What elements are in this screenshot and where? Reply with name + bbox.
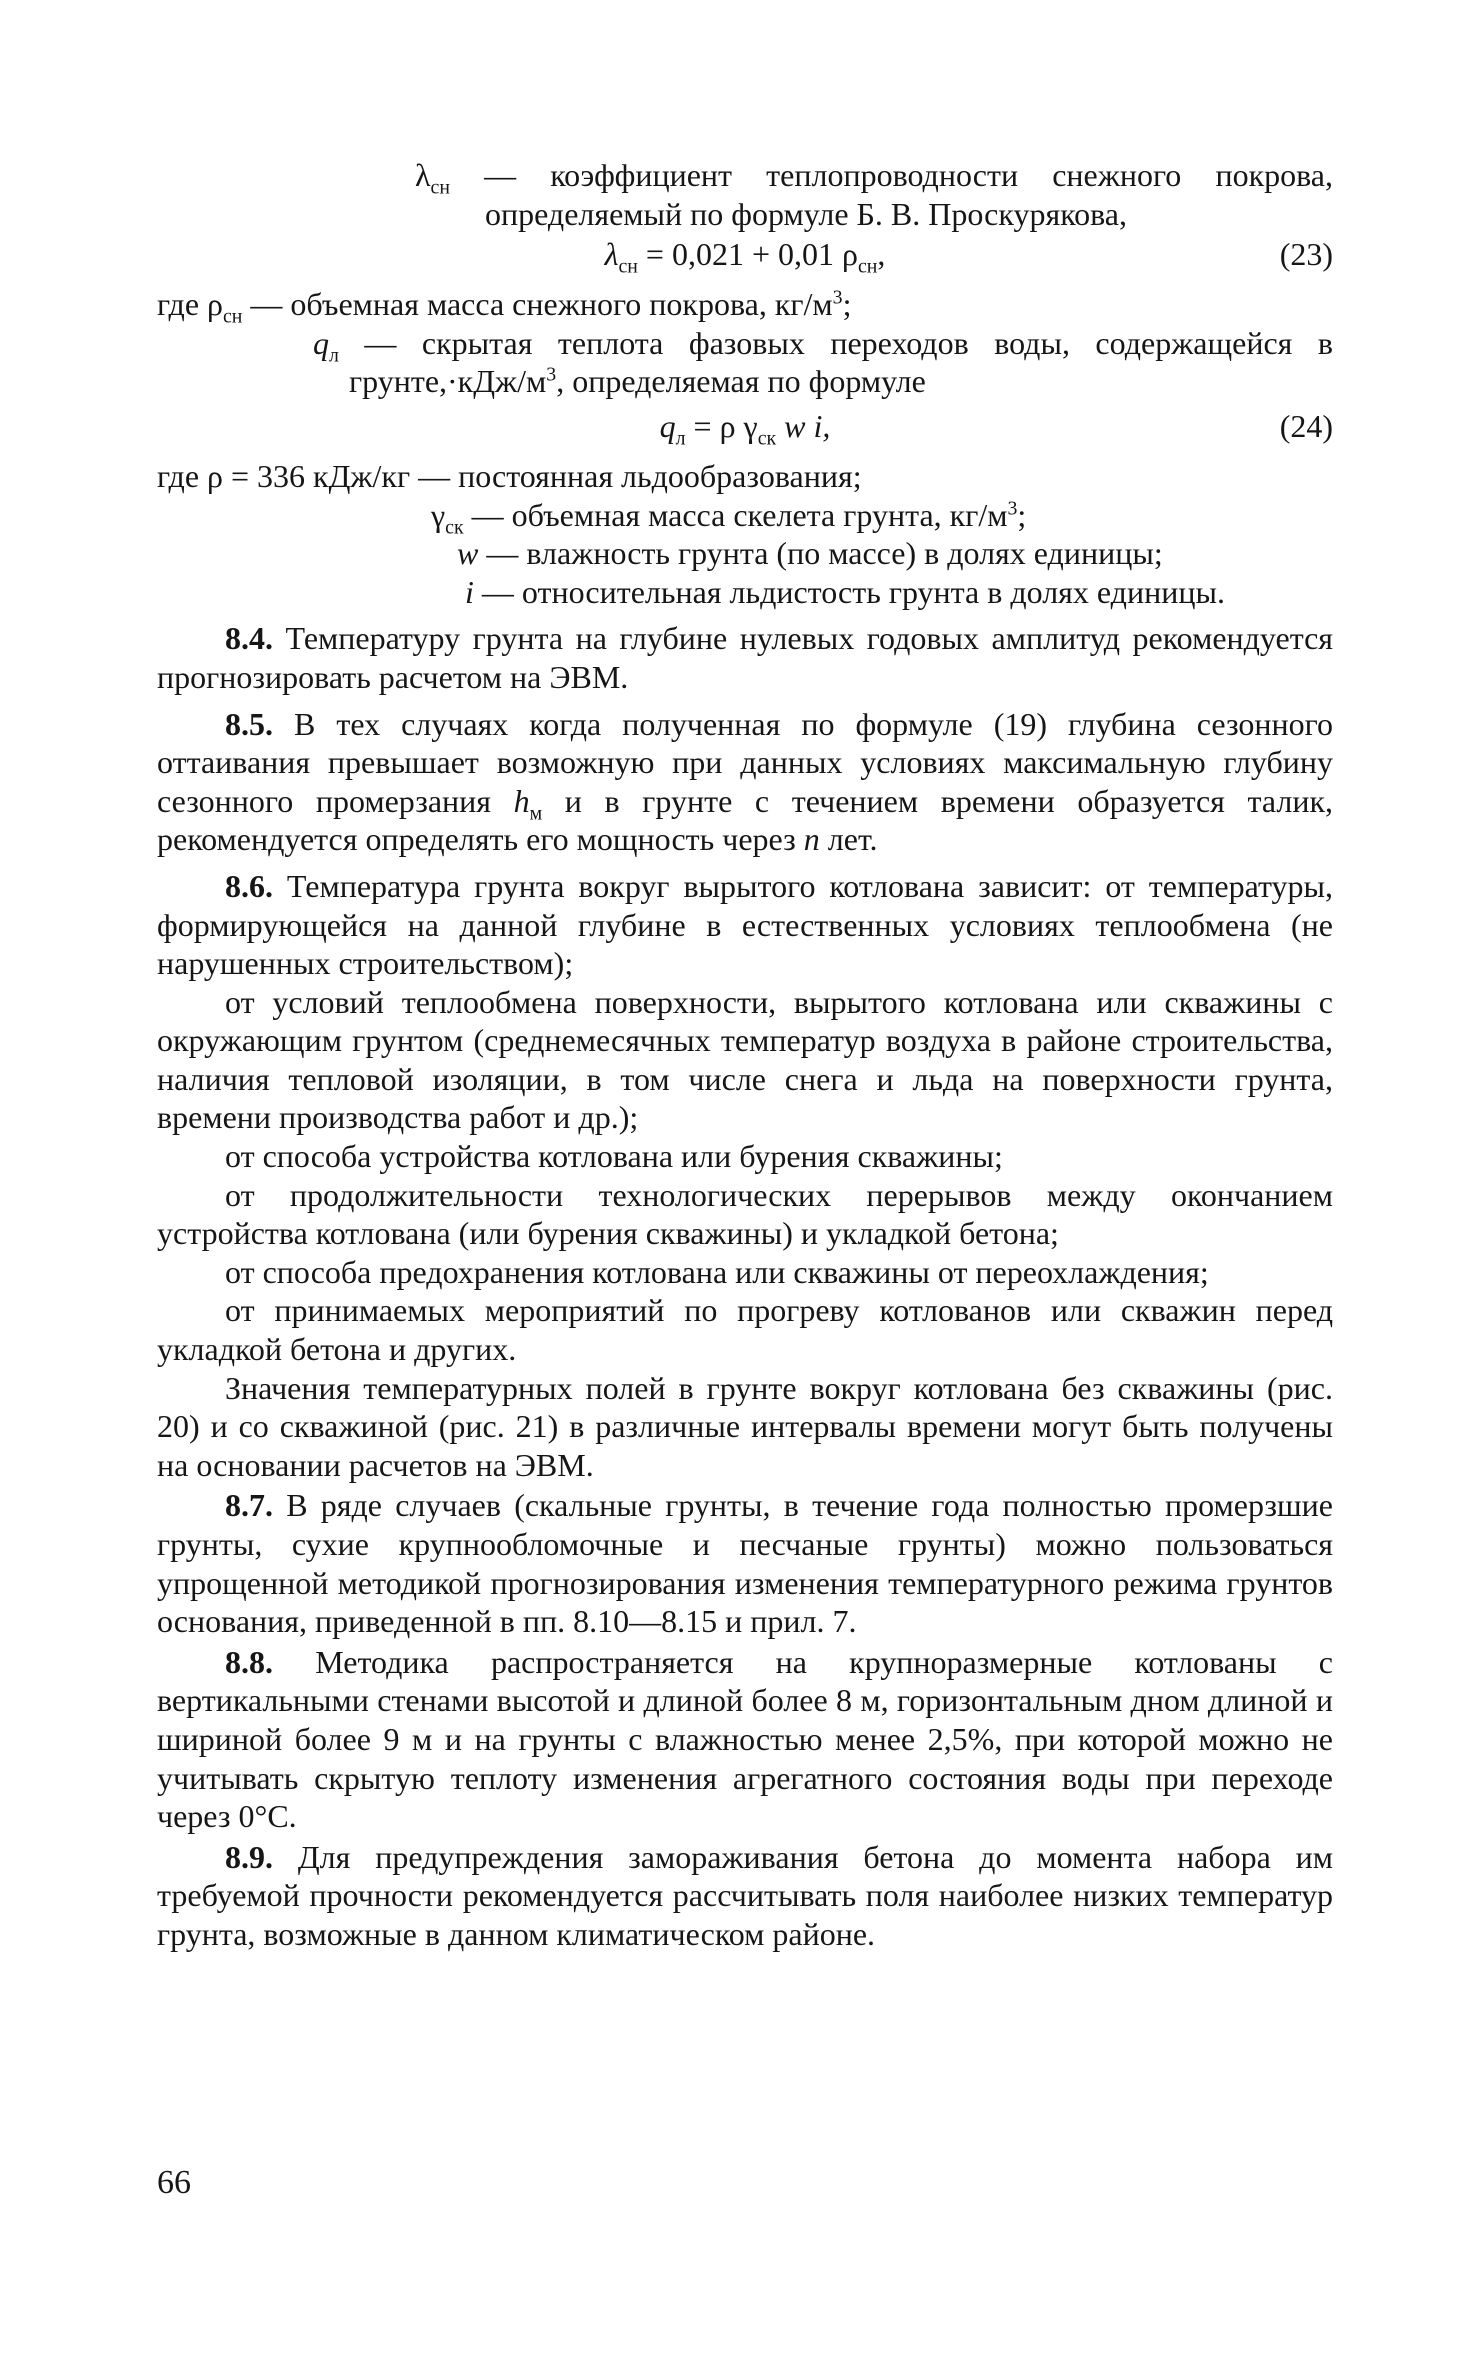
equation-number: (24)	[1279, 407, 1333, 444]
list-item: от принимаемых мероприятий по прогреву котлованов или скважин перед укладкой бетона и других.	[157, 1292, 1333, 1368]
text-column	[157, 156, 1333, 1954]
paragraph-8-4: 8.4. Температуру грунта на глубине нулевых годовых амплитуд рекомендуется прогнозировать расчетом на ЭВМ.	[157, 620, 1333, 695]
paragraph-8-9: 8.9. Для предупреждения замораживания бетона до момента набора им требуемой прочности рекомендуется рассчитывать поля наиболее низких температур грунта, возможные в данном климатическом районе.	[157, 1838, 1333, 1952]
equation-24: $q_л = \rho$ $\gamma_{ск}$ w i, (24)	[659, 407, 1333, 450]
definition-gamma: $\gamma_{ск}$ — объемная масса скелета грунта, $кг/м^3$;	[431, 496, 1027, 538]
definition-lambda: $\lambda_{сн}$ — коэффициент теплопроводности снежного покрова, определяемый по формуле Б. В. Проскурякова,	[415, 157, 1333, 232]
paragraph-8-7: 8.7. В ряде случаев (скальные грунты, в течение года полностью промерзшие грунты, сухие крупнообломочные и песчаные грунты) можно пользоваться упрощенной методикой прогнозирования изменения температурного режима грунтов основания, приведенной в пп. 8.10—8.15 и прил. 7.	[157, 1487, 1333, 1640]
definition-w: w — влажность грунта (по массе) в долях единицы;	[457, 535, 1163, 572]
list-item: от способа предохранения котлована или скважины от переохлаждения;	[225, 1253, 1209, 1290]
definition-rho-sn: где $\rho_{сн}$ — объемная масса снежного покрова, $кг/м^3$;	[157, 286, 852, 328]
definition-q-l: $q_л$ — скрытая теплота фазовых переходов воды, содержащейся в $грунте,\cdot кДж/м^3$, определяемая по формуле	[313, 324, 1333, 400]
paragraph-8-6: 8.6. Температура грунта вокруг вырытого котлована зависит: от температуры, формирующейся на данной глубине в естественных условиях теплообмена (не нарушенных строительством);	[157, 867, 1333, 982]
list-item: от продолжительности технологических перерывов между окончанием устройства котлована (или бурения скважины) и укладкой бетона;	[157, 1176, 1333, 1252]
paragraph-8-8: 8.8. Методика распространяется на крупноразмерные котлованы с вертикальными стенами высотой и длиной более 8 м, горизонтальным дном длиной и шириной более 9 м и на грунты с влажностью менее 2,5%, при которой можно не учитывать скрытую теплоту изменения агрегатного состояния воды при переходе через 0°С.	[157, 1643, 1333, 1835]
definition-i: i — относительная льдистость грунта в долях единицы.	[465, 573, 1225, 610]
equation-number: (23)	[1279, 236, 1333, 273]
paragraph-8-5: 8.5. В тех случаях когда полученная по формуле (19) глубина сезонного оттаивания превышает возможную при данных условиях максимальную глубину сезонного промерзания $h_м$ и в грунте с течением времени образуется талик, рекомендуется определять его мощность через n лет.	[157, 705, 1334, 858]
equation-23: $\lambda_{сн} = 0,021 + 0,01$ $\rho_{сн}$, (23)	[604, 236, 1333, 278]
list-item: от условий теплообмена поверхности, вырытого котлована или скважины с окружающим грунтом (среднемесячных температур воздуха в районе строительства, наличия тепловой изоляции, в том числе снега и льда на поверхности грунта, времени производства работ и др.);	[157, 983, 1333, 1136]
list-item: от способа устройства котлована или бурения скважины;	[225, 1138, 1003, 1175]
paragraph-temperature-fields: Значения температурных полей в грунте вокруг котлована без скважины (рис. 20) и со скважиной (рис. 21) в различные интервалы времени могут быть получены на основании расчетов на ЭВМ.	[157, 1369, 1333, 1483]
page-number: 66	[157, 2164, 191, 2201]
definition-rho: где ρ = 336 кДж/кг — постоянная льдообразования;	[157, 457, 862, 494]
